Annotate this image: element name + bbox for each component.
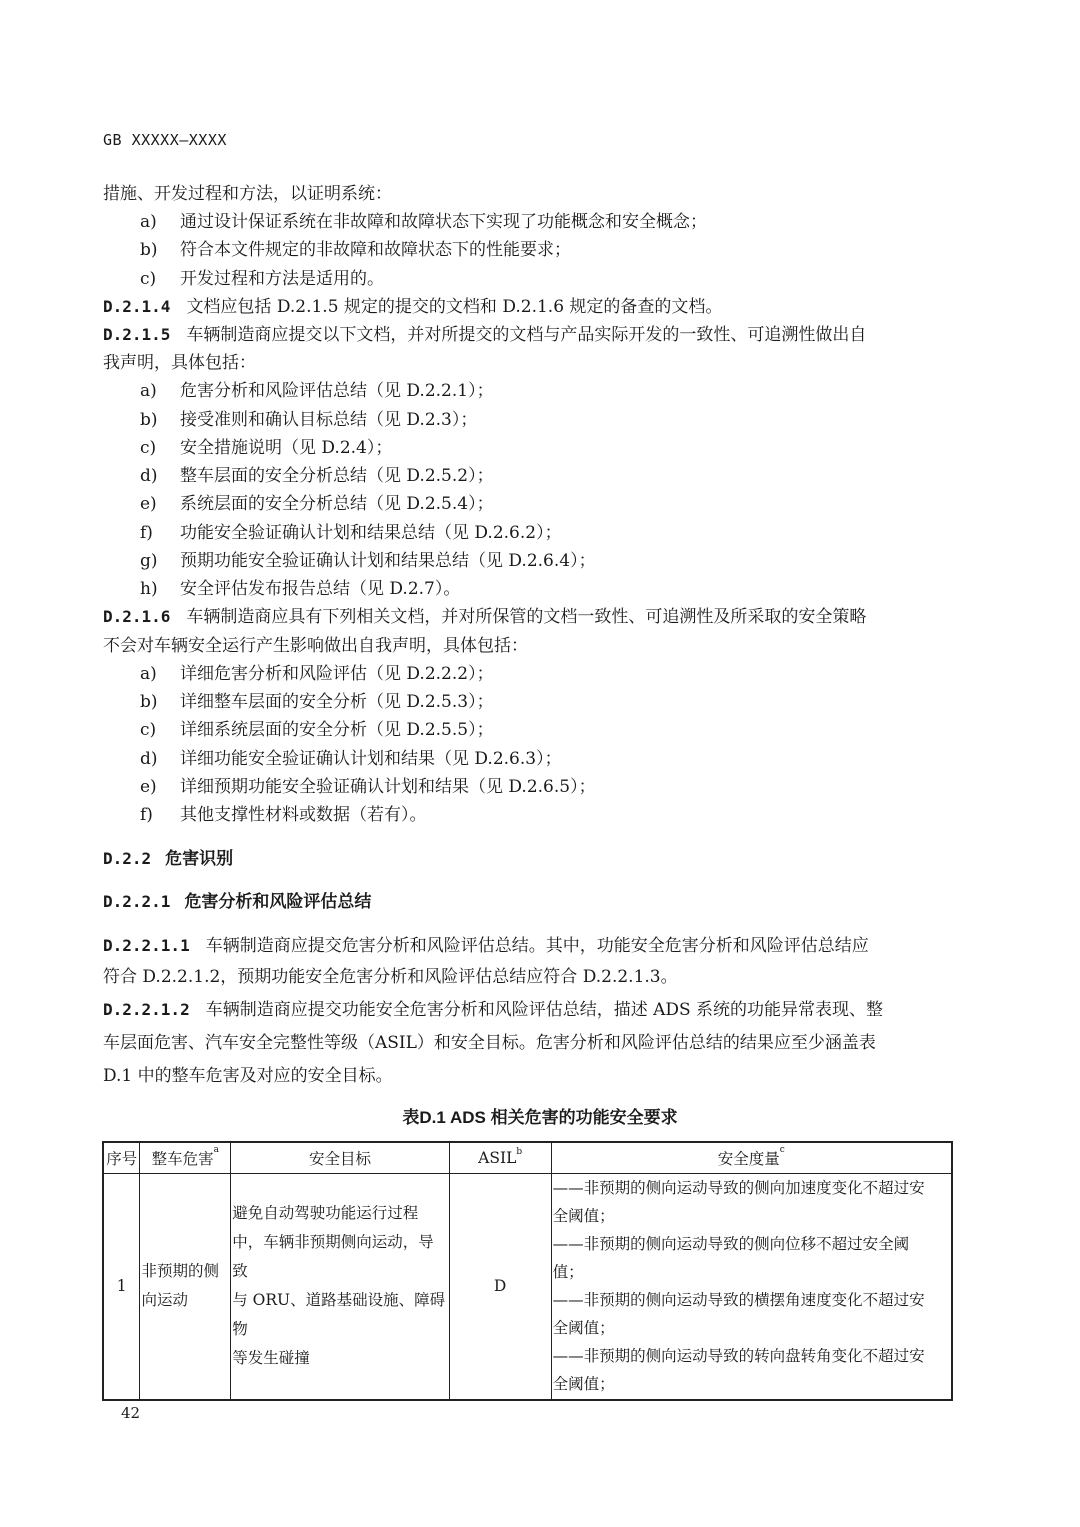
list-marker: e)	[140, 494, 157, 514]
list-item	[140, 489, 494, 514]
cell-line: ——非预期的侧向运动导致的侧向位移不超过安全阈	[552, 1235, 910, 1254]
header-hazard-label: 整车危害	[151, 1150, 214, 1168]
list-text: 安全评估发布报告总结（见 D.2.7）。	[180, 579, 461, 599]
list-marker: c)	[140, 720, 157, 740]
cell-line: 避免自动驾驶功能运行过程	[232, 1204, 419, 1223]
header-safety-measure	[551, 1142, 952, 1174]
list-text: 详细系统层面的安全分析（见 D.2.5.5）；	[180, 720, 494, 740]
header-asil-label: ASIL	[478, 1149, 517, 1167]
clause-d215	[103, 320, 866, 345]
header-measure-label: 安全度量	[717, 1150, 780, 1168]
cell-line: 全阈值；	[552, 1319, 615, 1338]
list-text: 接受准则和确认目标总结（见 D.2.3）；	[180, 410, 478, 430]
header-hazard	[140, 1142, 231, 1174]
list-text: 详细预期功能安全验证确认计划和结果（见 D.2.6.5）；	[180, 777, 596, 797]
list-item	[140, 518, 562, 543]
list-marker: c)	[140, 438, 157, 458]
clause-text: 文档应包括 D.2.1.5 规定的提交的文档和 D.2.1.6 规定的备查的文档。	[186, 297, 723, 317]
list-marker: c)	[140, 269, 157, 289]
cell-line: ——非预期的侧向运动导致的侧向加速度变化不超过安	[552, 1179, 925, 1198]
cell-line: 与 ORU、道路基础设施、障碍物	[232, 1291, 446, 1339]
clause-d2211	[103, 931, 869, 956]
list-marker: f)	[140, 805, 153, 825]
section-title: 危害分析和风险评估总结	[184, 892, 372, 911]
clause-text: 车辆制造商应提交以下文档，并对所提交的文档与产品实际开发的一致性、可追溯性做出自	[186, 325, 867, 345]
safety-requirements-table	[102, 1141, 953, 1401]
list-marker: d)	[140, 749, 158, 769]
section-number: D.2.2	[103, 849, 152, 868]
list-text: 符合本文件规定的非故障和故障状态下的性能要求；	[180, 240, 571, 260]
document-header: GB XXXXX—XXXX	[103, 131, 227, 149]
list-marker: e)	[140, 777, 157, 797]
list-item	[140, 235, 571, 260]
list-item	[140, 715, 494, 740]
cell-line: 全阈值；	[552, 1375, 615, 1394]
header-safety-goal: 安全目标	[231, 1142, 450, 1174]
clause-d2212-cont1: 车层面危害、汽车安全完整性等级（ASIL）和安全目标。危害分析和风险评估总结的结果应至少涵盖表	[103, 1033, 876, 1053]
header-seq: 序号	[103, 1142, 140, 1174]
cell-line: 值；	[552, 1263, 584, 1282]
table-row	[103, 1174, 952, 1400]
list-text: 功能安全验证确认计划和结果总结（见 D.2.6.2）；	[180, 523, 562, 543]
section-title: 危害识别	[165, 849, 234, 868]
cell-seq: 1	[103, 1174, 140, 1400]
footnote-mark: c	[779, 1145, 785, 1155]
list-text: 其他支撑性材料或数据（若有）。	[180, 805, 427, 825]
cell-line: 全阈值；	[552, 1207, 615, 1226]
cell-line: ——非预期的侧向运动导致的转向盘转角变化不超过安	[552, 1347, 925, 1366]
list-text: 详细功能安全验证确认计划和结果（见 D.2.6.3）；	[180, 749, 562, 769]
list-item	[140, 687, 494, 712]
list-item	[140, 659, 494, 684]
cell-line: ——非预期的侧向运动导致的横摆角速度变化不超过安	[552, 1291, 925, 1310]
list-item	[140, 744, 562, 769]
clause-d2212	[103, 995, 883, 1020]
intro-text: 措施、开发过程和方法，以证明系统：	[103, 184, 392, 204]
clause-number: D.2.1.5	[103, 325, 171, 344]
table-header-row	[103, 1142, 952, 1174]
list-marker: a)	[140, 212, 157, 232]
list-item	[140, 376, 494, 401]
clause-number: D.2.1.6	[103, 607, 171, 626]
clause-text: 车辆制造商应提交功能安全危害分析和风险评估总结，描述 ADS 系统的功能异常表现、整	[205, 1000, 884, 1020]
list-marker: b)	[140, 410, 158, 430]
list-text: 详细整车层面的安全分析（见 D.2.5.3）；	[180, 692, 494, 712]
clause-number: D.2.1.4	[103, 297, 171, 316]
clause-d215-cont: 我声明，具体包括：	[103, 353, 256, 373]
cell-line: 等发生碰撞	[232, 1349, 310, 1368]
cell-safety-measure	[551, 1174, 952, 1400]
list-item	[140, 800, 427, 825]
list-item	[140, 207, 707, 232]
list-text: 通过设计保证系统在非故障和故障状态下实现了功能概念和安全概念；	[180, 212, 707, 232]
clause-text: 车辆制造商应提交危害分析和风险评估总结。其中，功能安全危害分析和风险评估总结应	[205, 936, 869, 956]
list-text: 系统层面的安全分析总结（见 D.2.5.4）；	[180, 494, 494, 514]
page-number: 42	[121, 1404, 141, 1422]
cell-safety-goal	[231, 1174, 450, 1400]
cell-line: 中，车辆非预期侧向运动，导致	[232, 1233, 434, 1281]
clause-d216-cont: 不会对车辆安全运行产生影响做出自我声明，具体包括：	[103, 636, 528, 656]
list-text: 开发过程和方法是适用的。	[180, 269, 384, 289]
cell-line: 非预期的侧	[141, 1262, 219, 1281]
list-marker: g)	[140, 551, 158, 571]
list-item	[140, 461, 494, 486]
list-marker: a)	[140, 664, 157, 684]
list-item	[140, 546, 596, 571]
section-heading-d221	[103, 887, 371, 912]
cell-asil: D	[449, 1174, 551, 1400]
list-marker: d)	[140, 466, 158, 486]
list-item	[140, 405, 477, 430]
list-marker: a)	[140, 381, 157, 401]
list-text: 预期功能安全验证确认计划和结果总结（见 D.2.6.4）；	[180, 551, 596, 571]
list-marker: b)	[140, 692, 158, 712]
list-item	[140, 264, 384, 289]
footnote-mark: b	[516, 1147, 523, 1157]
list-marker: f)	[140, 523, 153, 543]
clause-d2212-cont2: D.1 中的整车危害及对应的安全目标。	[103, 1066, 393, 1086]
footnote-mark: a	[213, 1145, 220, 1155]
clause-d216	[103, 602, 866, 627]
section-heading-d22	[103, 844, 233, 869]
cell-line: 向运动	[141, 1291, 188, 1310]
section-number: D.2.2.1	[103, 892, 171, 911]
cell-hazard	[140, 1174, 231, 1400]
list-marker: h)	[140, 579, 158, 599]
list-item	[140, 433, 392, 458]
list-text: 整车层面的安全分析总结（见 D.2.5.2）；	[180, 466, 494, 486]
clause-number: D.2.2.1.2	[103, 1000, 190, 1019]
table-caption: 表D.1 ADS 相关危害的功能安全要求	[402, 1108, 678, 1127]
list-text: 详细危害分析和风险评估（见 D.2.2.2）；	[180, 664, 494, 684]
clause-number: D.2.2.1.1	[103, 936, 190, 955]
clause-text: 车辆制造商应具有下列相关文档，并对所保管的文档一致性、可追溯性及所采取的安全策略	[186, 607, 867, 627]
header-asil	[449, 1142, 551, 1174]
list-marker: b)	[140, 240, 158, 260]
list-item	[140, 574, 460, 599]
list-item	[140, 772, 596, 797]
list-text: 危害分析和风险评估总结（见 D.2.2.1）；	[180, 381, 494, 401]
clause-d2211-cont: 符合 D.2.2.1.2，预期功能安全危害分析和风险评估总结应符合 D.2.2.1.3。	[103, 967, 678, 987]
list-text: 安全措施说明（见 D.2.4）；	[180, 438, 393, 458]
clause-d214	[103, 292, 722, 317]
